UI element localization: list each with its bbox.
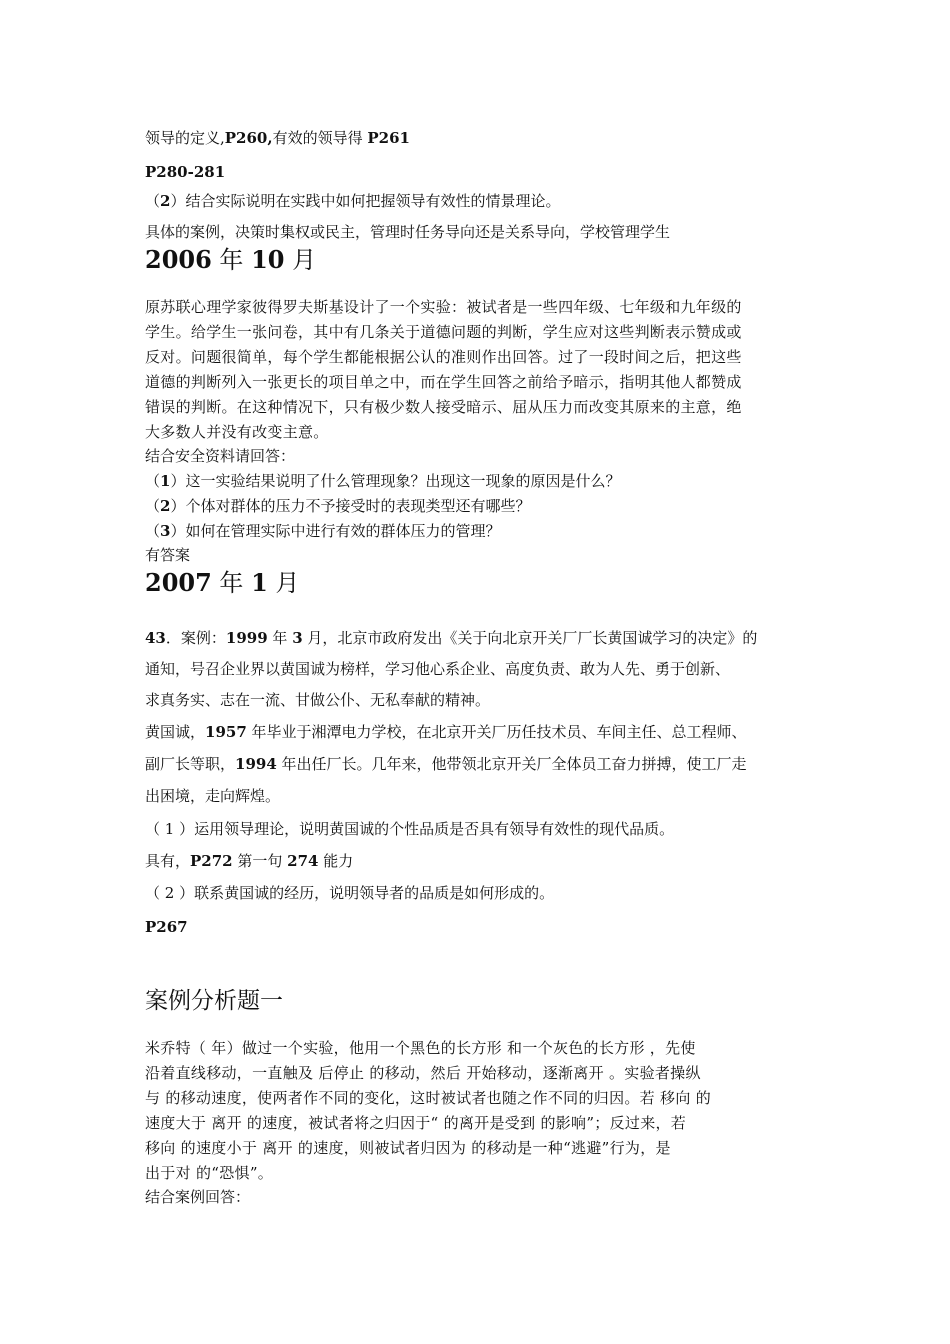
question-line bbox=[145, 471, 620, 491]
answer-line bbox=[145, 851, 353, 871]
text-line: 有答案 bbox=[145, 546, 191, 564]
heading-year: 2006 bbox=[145, 245, 212, 274]
text: 年出任厂长。几年来，他带领北京开关厂全体员工奋力拼搏，使工厂走 bbox=[276, 755, 747, 773]
page-ref: P272 bbox=[190, 852, 233, 870]
heading-text: 月 bbox=[284, 246, 317, 274]
month: 3 bbox=[292, 629, 303, 647]
question-number: 1 bbox=[160, 472, 171, 490]
question-line: （ 1 ）运用领导理论，说明黄国诚的个性品质是否具有领导有效性的现代品质。 bbox=[145, 820, 675, 838]
question-number: 2 bbox=[160, 192, 171, 210]
paragraph-line: 出于对 的“恐惧”。 bbox=[145, 1164, 274, 1182]
text: 有效的领导得 bbox=[272, 129, 368, 147]
paragraph-line: 道德的判断列入一张更长的项目单之中，而在学生回答之前给予暗示，指明其他人都赞成 bbox=[145, 373, 742, 391]
paragraph-line: 反对。问题很简单，每个学生都能根据公认的准则作出回答。过了一段时间之后，把这些 bbox=[145, 348, 742, 366]
text: ）这一实验结果说明了什么管理现象？出现这一现象的原因是什么？ bbox=[170, 472, 621, 490]
paragraph-line bbox=[145, 628, 757, 648]
section-title: 案例分析题一 bbox=[145, 988, 283, 1014]
question-line bbox=[145, 521, 500, 541]
text: ）个体对群体的压力不予接受时的表现类型还有哪些？ bbox=[170, 497, 531, 515]
heading-month: 1 bbox=[251, 568, 268, 597]
text: 年 bbox=[267, 629, 293, 647]
heading-text: 月 bbox=[267, 569, 300, 597]
text: ．案例： bbox=[165, 629, 226, 647]
paragraph-line: 沿着直线移动，一直触及 后停止 的移动，然后 开始移动，逐渐离开 。实验者操纵 bbox=[145, 1064, 701, 1082]
text: 能力 bbox=[318, 852, 354, 870]
paragraph-line: 大多数人并没有改变主意。 bbox=[145, 423, 329, 441]
page-ref: 274 bbox=[287, 852, 319, 870]
text-line bbox=[145, 128, 410, 148]
case-number: 43 bbox=[145, 629, 166, 647]
paragraph-line bbox=[145, 754, 747, 774]
text: ）如何在管理实际中进行有效的群体压力的管理？ bbox=[170, 522, 501, 540]
text: （ bbox=[145, 522, 161, 540]
page-ref: P261 bbox=[367, 129, 410, 147]
question-line: （ 2 ）联系黄国诚的经历，说明领导者的品质是如何形成的。 bbox=[145, 884, 555, 902]
text: 领导的定义, bbox=[145, 129, 225, 147]
text: 年毕业于湘潭电力学校，在北京开关厂历任技术员、车间主任、总工程师、 bbox=[246, 723, 747, 741]
year: 1999 bbox=[225, 629, 268, 647]
section-heading bbox=[145, 245, 316, 275]
text: （ bbox=[145, 497, 161, 515]
heading-text: 年 bbox=[211, 246, 252, 274]
paragraph-line: 通知，号召企业界以黄国诚为榜样，学习他心系企业、高度负责、敢为人先、勇于创新、 bbox=[145, 660, 731, 678]
question-line bbox=[145, 191, 560, 211]
heading-month: 10 bbox=[251, 245, 285, 274]
text: 黄国诚， bbox=[145, 723, 206, 741]
paragraph-line: 原苏联心理学家彼得罗夫斯基设计了一个实验：被试者是一些四年级、七年级和九年级的 bbox=[145, 298, 742, 316]
section-heading bbox=[145, 568, 299, 598]
year: 1994 bbox=[235, 755, 277, 773]
text: ）结合实际说明在实践中如何把握领导有效性的情景理论。 bbox=[170, 192, 561, 210]
paragraph-line: 求真务实、志在一流、甘做公仆、无私奉献的精神。 bbox=[145, 691, 491, 709]
text-line: 结合安全资料请回答： bbox=[145, 447, 296, 465]
text-line: 具体的案例，决策时集权或民主，管理时任务导向还是关系导向，学校管理学生 bbox=[145, 223, 671, 241]
text: （ bbox=[145, 472, 161, 490]
question-line bbox=[145, 496, 530, 516]
paragraph-line bbox=[145, 722, 747, 742]
paragraph-line: 速度大于 离开 的速度，被试者将之归因于“ 的离开是受到 的影响”；反过来，若 bbox=[145, 1114, 687, 1132]
year: 1957 bbox=[205, 723, 247, 741]
text-line: 结合案例回答： bbox=[145, 1188, 251, 1206]
heading-year: 2007 bbox=[145, 568, 212, 597]
page-ref: P260, bbox=[224, 129, 273, 147]
text: 具有， bbox=[145, 852, 191, 870]
text: 月，北京市政府发出《关于向北京开关厂厂长黄国诚学习的决定》的 bbox=[302, 629, 758, 647]
paragraph-line: 与 的移动速度，使两者作不同的变化，这时被试者也随之作不同的归因。若 移向 的 bbox=[145, 1089, 712, 1107]
paragraph-line: 出困境，走向辉煌。 bbox=[145, 787, 281, 805]
question-number: 3 bbox=[160, 522, 171, 540]
paragraph-line: 学生。给学生一张问卷，其中有几条关于道德问题的判断，学生应对这些判断表示赞成或 bbox=[145, 323, 742, 341]
text: 第一句 bbox=[232, 852, 288, 870]
paragraph-line: 错误的判断。在这种情况下，只有极少数人接受暗示、屈从压力而改变其原来的主意，绝 bbox=[145, 398, 742, 416]
page-ref-line: P280-281 bbox=[145, 163, 226, 181]
paragraph-line: 移向 的速度小于 离开 的速度，则被试者归因为 的移动是一种“逃避”行为，是 bbox=[145, 1139, 671, 1157]
heading-text: 年 bbox=[211, 569, 252, 597]
question-number: 2 bbox=[160, 497, 171, 515]
paragraph-line: 米乔特（ 年）做过一个实验，他用一个黑色的长方形 和一个灰色的长方形 ，先使 bbox=[145, 1039, 696, 1057]
text: 副厂长等职， bbox=[145, 755, 236, 773]
text: （ bbox=[145, 192, 161, 210]
page-ref-line: P267 bbox=[145, 918, 188, 936]
